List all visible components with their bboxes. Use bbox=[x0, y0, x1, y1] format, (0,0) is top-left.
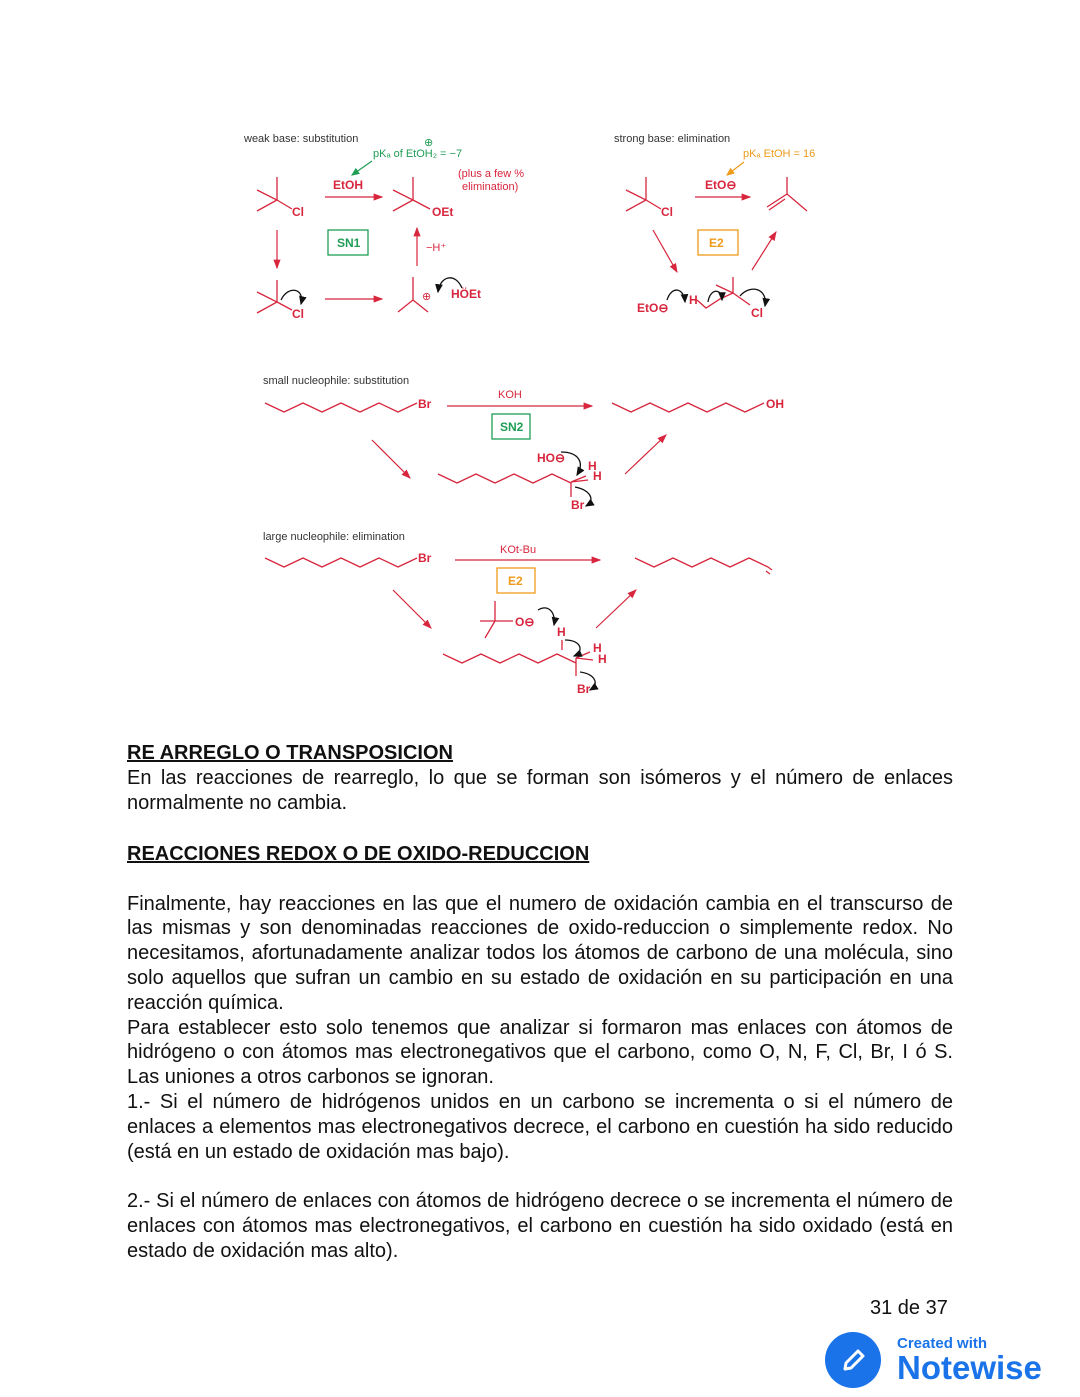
mechanism-label: SN2 bbox=[500, 420, 524, 434]
reagent: KOH bbox=[498, 389, 522, 401]
pencil-icon bbox=[825, 1332, 881, 1388]
section-heading: RE ARREGLO O TRANSPOSICION bbox=[127, 742, 453, 764]
carbon-chain bbox=[438, 474, 571, 483]
atom-label: OH bbox=[766, 397, 784, 411]
e2-large-nucleophile-panel bbox=[263, 531, 772, 696]
atom-label: Br bbox=[418, 551, 432, 565]
paragraph: 1.- Si el número de hidrógenos unidos en un carbono se incrementa o si el número de enlaces a elementos mas electronegativos decrece, el carbono en cuestión ha sido reducido (está en un estado de oxidación mas bajo). bbox=[127, 1090, 953, 1163]
carbon-chain bbox=[265, 403, 417, 412]
atom-label: Cl bbox=[751, 306, 763, 320]
atom-label: H bbox=[593, 469, 602, 483]
logo-wordmark: Notewise bbox=[897, 1349, 1042, 1386]
paragraph: Para establecer esto solo tenemos que analizar si formaron mas enlaces con átomos de hidrógeno o con átomos mas electronegativos que el carbono, como O, N, F, Cl, Br, I ó S. Las uniones a otros carbonos se ignoran. bbox=[127, 1016, 953, 1089]
panel-title: large nucleophile: elimination bbox=[263, 531, 405, 543]
atom-label: Br bbox=[577, 682, 591, 696]
mechanism-label: E2 bbox=[709, 236, 724, 250]
note: elimination) bbox=[462, 181, 519, 193]
paragraph: 2.- Si el número de enlaces con átomos de hidrógeno decrece o se incrementa el número de enlaces con átomos mas electronegativos, el carbono en cuestión ha sido oxidado (está en estado de oxidación mas alto). bbox=[127, 1190, 953, 1262]
atom-label: OEt bbox=[432, 205, 454, 219]
charge-symbol: ⊕ bbox=[422, 291, 432, 303]
carbon-chain bbox=[265, 558, 417, 567]
charge-symbol: ⊕ bbox=[424, 137, 434, 149]
atom-label: H bbox=[593, 641, 602, 655]
pka-note: pKₐ EtOH = 16 bbox=[743, 148, 816, 160]
atom-label: H bbox=[588, 459, 597, 473]
tbutyl-chloride bbox=[257, 177, 292, 211]
atom-label: Cl bbox=[292, 205, 304, 219]
panel-title: small nucleophile: substitution bbox=[263, 375, 410, 387]
atom-label: H bbox=[557, 625, 566, 639]
logo-caption: Created with bbox=[897, 1335, 988, 1352]
notewise-logo bbox=[825, 1332, 1042, 1388]
nucleophile: HO⊖ bbox=[537, 451, 566, 465]
ether-product bbox=[393, 177, 430, 211]
mechanism-label: SN1 bbox=[337, 236, 361, 250]
atom-label: H bbox=[689, 293, 698, 307]
carbon-chain bbox=[612, 403, 764, 412]
atom-label: Br bbox=[418, 397, 432, 411]
atom-label: Br bbox=[571, 498, 585, 512]
panel-title: weak base: substitution bbox=[244, 133, 359, 145]
pka-note: pKₐ of EtOH₂ = −7 bbox=[373, 148, 463, 160]
atom-label: Cl bbox=[292, 307, 304, 321]
note: (plus a few % bbox=[458, 168, 525, 180]
carbon-chain bbox=[443, 654, 576, 663]
alkene-product bbox=[767, 177, 807, 211]
section-heading: REACCIONES REDOX O DE OXIDO-REDUCCION bbox=[127, 843, 590, 865]
panel-title: strong base: elimination bbox=[614, 133, 731, 145]
sn2-panel bbox=[263, 375, 784, 512]
base: O⊖ bbox=[515, 615, 535, 629]
carbon-chain bbox=[635, 558, 768, 567]
paragraph: En las reacciones de rearreglo, lo que se forman son isómeros y el número de enlaces normalmente no cambia. bbox=[127, 766, 953, 814]
sn1-panel bbox=[243, 133, 524, 321]
reagent: KOt-Bu bbox=[500, 544, 537, 556]
deprotonation-label: −H⁺ bbox=[426, 242, 447, 254]
atom-label: Cl bbox=[661, 205, 673, 219]
page-number: 31 de 37 bbox=[870, 1297, 948, 1319]
nucleophile: HÖEt bbox=[451, 287, 481, 301]
reagent: EtOH bbox=[333, 178, 363, 192]
rearrangement-section bbox=[127, 741, 953, 815]
paragraph: Finalmente, hay reacciones en las que el numero de oxidación cambia en el transcurso de las mismas y son denominadas reacciones de oxido-reduccion o simplemente redox. No necesitamos, afortunadamente analizar todos los átomos de carbono de una molécula, sino solo aquellos que sufran un cambio en su estado de oxidación en su participación en una reacción química. bbox=[127, 892, 953, 1014]
atom-label: H bbox=[598, 652, 607, 666]
mechanism-label: E2 bbox=[508, 574, 523, 588]
redox-section bbox=[127, 842, 953, 1264]
reagent: EtO⊖ bbox=[705, 178, 737, 192]
e2-strong-base-panel bbox=[614, 133, 815, 320]
base: EtO⊖ bbox=[637, 301, 669, 315]
